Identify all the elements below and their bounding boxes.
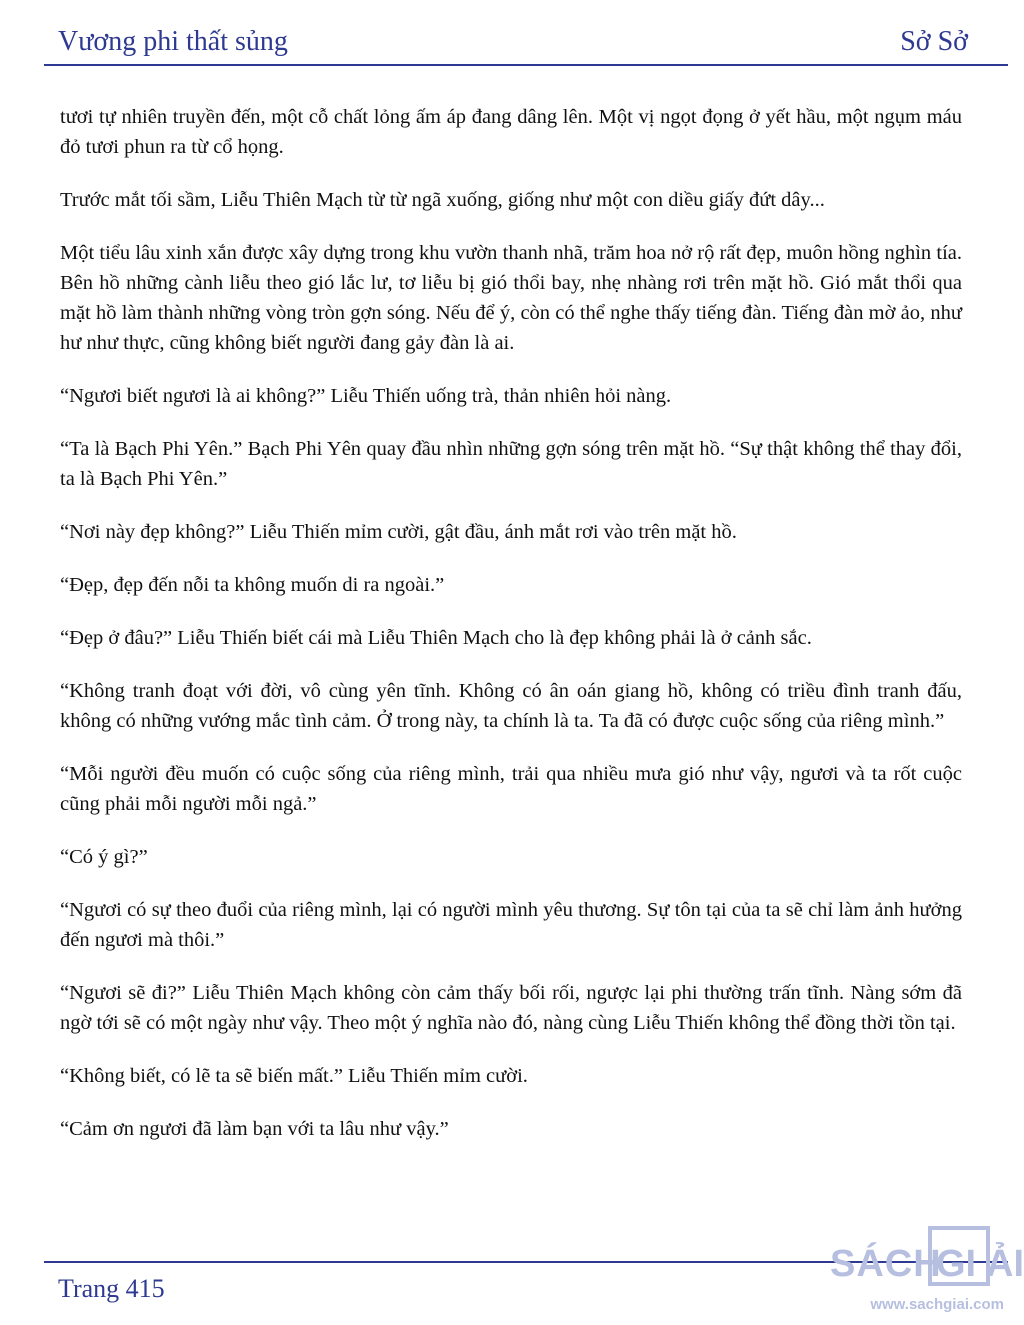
book-title: Vương phi thất sủng bbox=[58, 26, 288, 57]
paragraph: “Có ý gì?” bbox=[60, 846, 148, 868]
paragraph: tươi tự nhiên truyền đến, một cỗ chất lỏng ấm áp đang dâng lên. Một vị ngọt đọng ở yết hầu, một ngụm máu đỏ tươi phun ra từ cổ họng. bbox=[60, 106, 962, 158]
svg-text:SÁCH: SÁCH bbox=[830, 1243, 942, 1285]
paragraph: “Cảm ơn ngươi đã làm bạn với ta lâu như vậy.” bbox=[60, 1118, 449, 1140]
paragraph: “Ngươi biết ngươi là ai không?” Liễu Thiến uống trà, thản nhiên hỏi nàng. bbox=[60, 385, 672, 407]
paragraph: “Ngươi có sự theo đuổi của riêng mình, lại có người mình yêu thương. Sự tôn tại của ta sẽ chỉ làm ảnh hưởng đến ngươi mà thôi.” bbox=[60, 899, 962, 951]
paragraph: “Nơi này đẹp không?” Liễu Thiến mỉm cười, gật đầu, ánh mắt rơi vào trên mặt hồ. bbox=[60, 521, 737, 543]
paragraph: Trước mắt tối sầm, Liễu Thiên Mạch từ từ ngã xuống, giống như một con diều giấy đứt dây... bbox=[60, 189, 825, 211]
paragraph: Một tiểu lâu xinh xắn được xây dựng trong khu vườn thanh nhã, trăm hoa nở rộ rất đẹp, muôn hồng nghìn tía. Bên hồ những cành liễu theo gió lắc lư, tơ liễu bị gió thổi bay, nhẹ nhàng rơi trên mặt hồ. Gió mắt thổi qua mặt hồ làm thành những vòng tròn gợn sóng. Nếu để ý, còn có thể nghe thấy tiếng đàn. Tiếng đàn mờ ảo, như hư như thực, cũng không biết người đang gảy đàn là ai. bbox=[60, 242, 962, 354]
paragraph: “Không tranh đoạt với đời, vô cùng yên tĩnh. Không có ân oán giang hồ, không có triều đình tranh đấu, không có những vướng mắc tình cảm. Ở trong này, ta chính là ta. Ta đã có được cuộc sống của riêng mình.” bbox=[60, 680, 962, 732]
page-header bbox=[58, 22, 968, 66]
paragraph: “Đẹp, đẹp đến nỗi ta không muốn di ra ngoài.” bbox=[60, 574, 445, 596]
paragraph: “Không biết, có lẽ ta sẽ biến mất.” Liễu Thiến mỉm cười. bbox=[60, 1065, 528, 1087]
svg-text:ẢI: ẢI bbox=[986, 1243, 1024, 1285]
paragraph: “Ta là Bạch Phi Yên.” Bạch Phi Yên quay đầu nhìn những gợn sóng trên mặt hồ. “Sự thật không thể thay đổi, ta là Bạch Phi Yên.” bbox=[60, 438, 962, 490]
watermark-logo bbox=[818, 1218, 1024, 1318]
paragraph: “Mỗi người đều muốn có cuộc sống của riêng mình, trải qua nhiều mưa gió như vậy, ngươi và ta rốt cuộc cũng phải mỗi người mỗi ngả.” bbox=[60, 763, 962, 815]
sachgiai-logo-icon bbox=[818, 1218, 1024, 1298]
header-divider bbox=[44, 64, 1008, 66]
body-text bbox=[60, 102, 962, 1167]
page-number: Trang 415 bbox=[58, 1274, 165, 1303]
paragraph: “Ngươi sẽ đi?” Liễu Thiên Mạch không còn cảm thấy bối rối, ngược lại phi thường trấn tĩnh. Nàng sớm đã ngờ tới sẽ có một ngày như vậy. Theo một ý nghĩa nào đó, nàng cùng Liễu Thiến không thể đồng thời tồn tại. bbox=[60, 982, 962, 1034]
svg-text:GI: GI bbox=[936, 1243, 977, 1285]
watermark-url: www.sachgiai.com bbox=[870, 1296, 1004, 1313]
author-name: Sở Sở bbox=[900, 26, 968, 57]
paragraph: “Đẹp ở đâu?” Liễu Thiến biết cái mà Liễu Thiên Mạch cho là đẹp không phải là ở cảnh sắc. bbox=[60, 627, 812, 649]
